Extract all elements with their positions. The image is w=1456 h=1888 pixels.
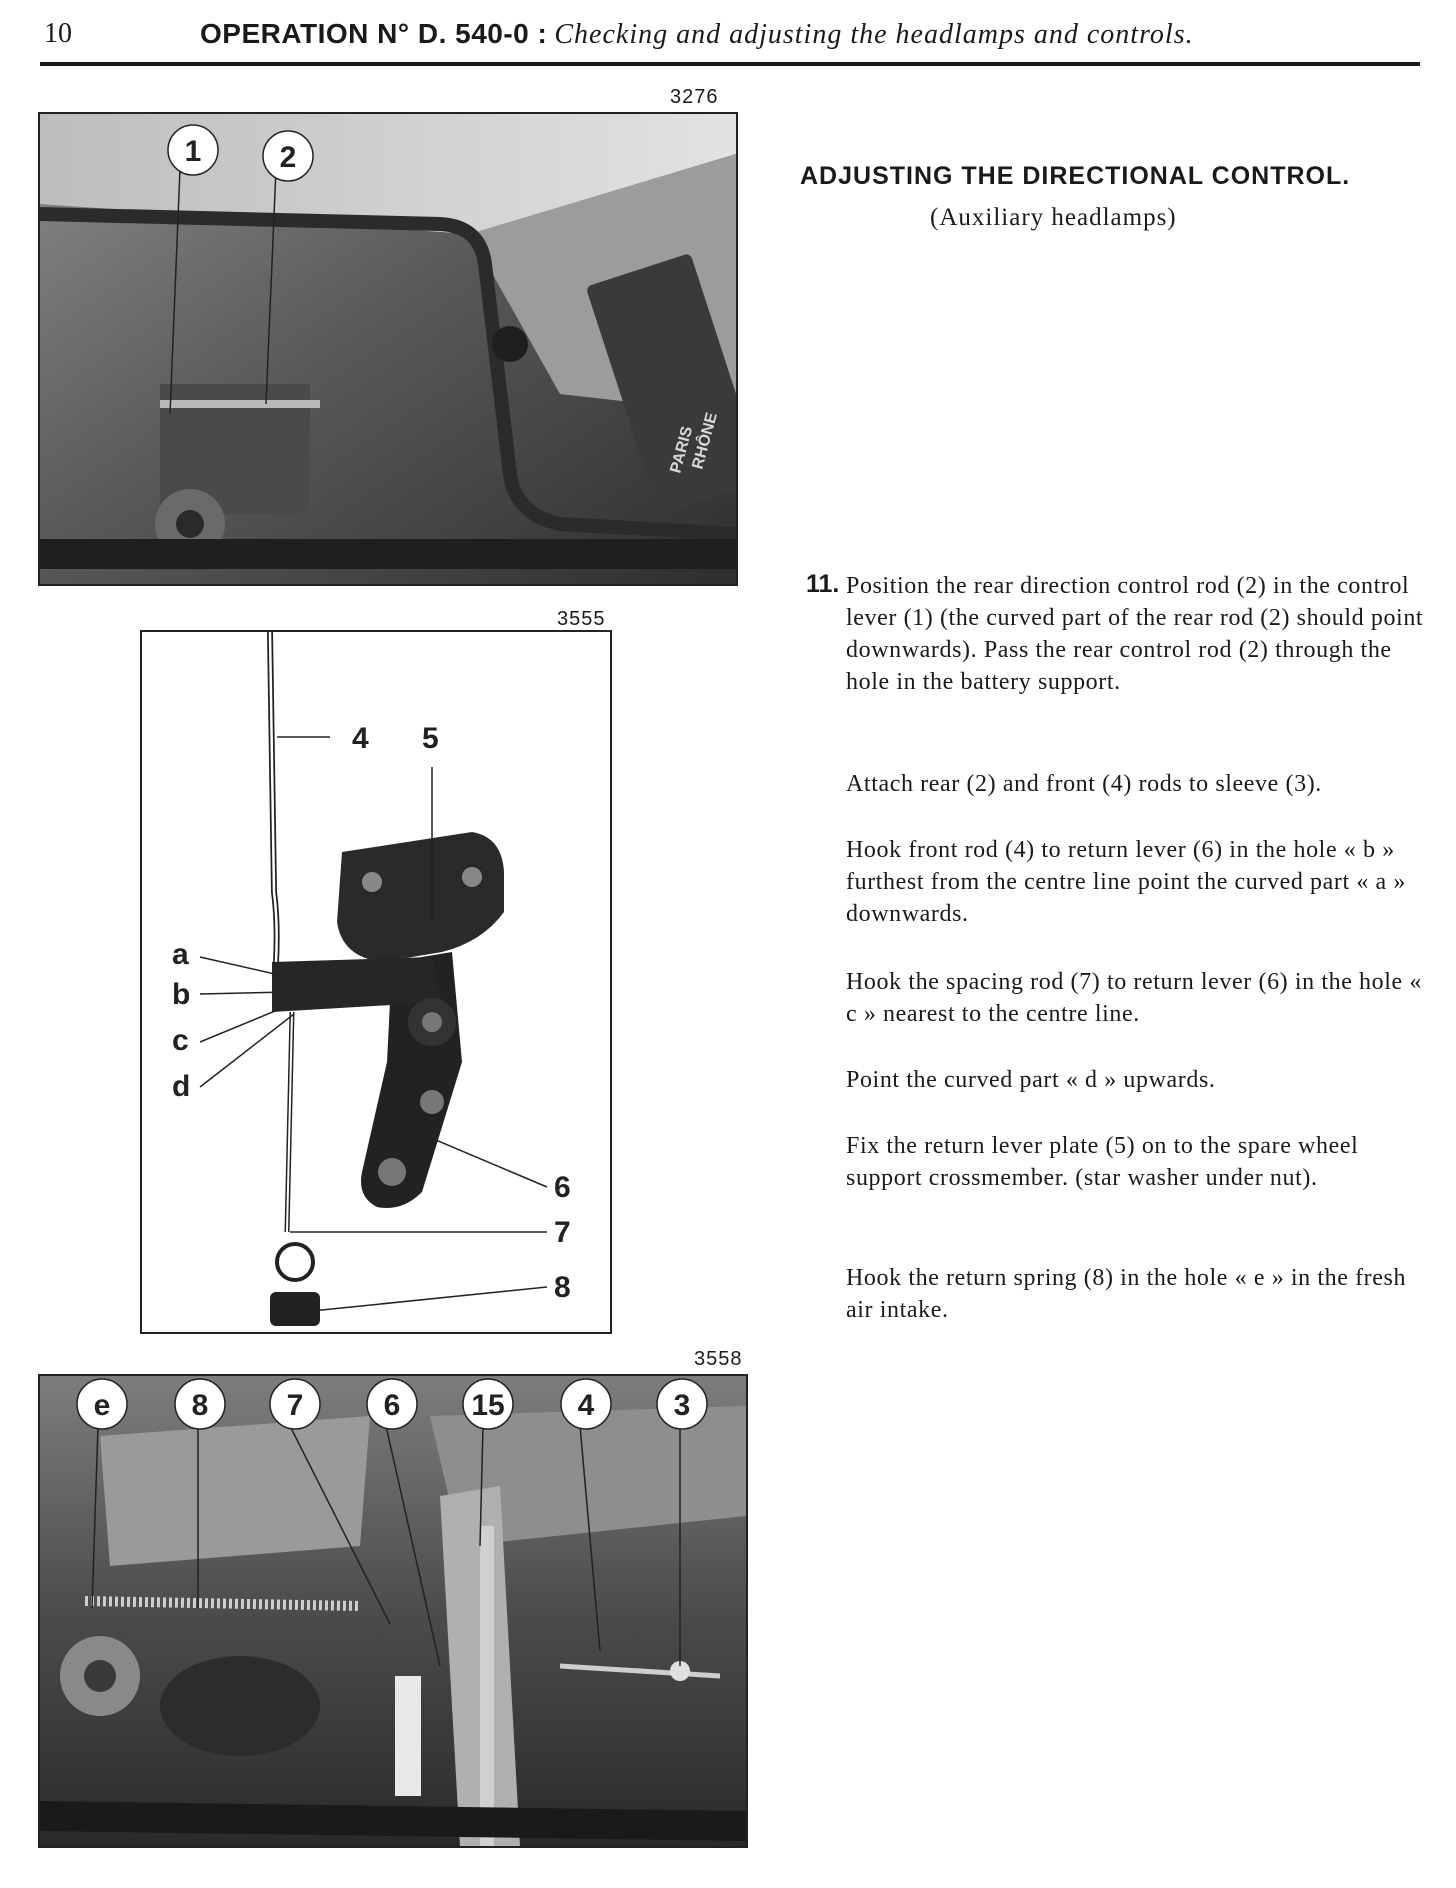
section-subheading: (Auxiliary headlamps) bbox=[930, 204, 1177, 231]
header-rule bbox=[40, 62, 1420, 66]
label-b: b bbox=[172, 978, 191, 1011]
instruction-paragraph: Fix the return lever plate (5) on to the spare wheel support crossmember. (star washer under nut). bbox=[846, 1133, 1359, 1191]
page-title bbox=[200, 18, 1194, 51]
label-5: 5 bbox=[422, 722, 439, 755]
section-heading: ADJUSTING THE DIRECTIONAL CONTROL. bbox=[800, 162, 1351, 190]
figure-number-3555: 3555 bbox=[557, 608, 606, 630]
photo-headlamp-control bbox=[38, 112, 738, 586]
page-number: 10 bbox=[44, 18, 72, 49]
label-4: 4 bbox=[352, 722, 369, 755]
label-6: 6 bbox=[554, 1171, 571, 1204]
label-c: c bbox=[172, 1024, 189, 1057]
photo-spring-linkage bbox=[38, 1374, 748, 1848]
callout-1-label: 1 bbox=[184, 135, 202, 168]
operation-number: OPERATION N° D. 540-0 : bbox=[200, 18, 548, 49]
instruction-paragraph: Position the rear direction control rod (2) in the control lever (1) (the curved part of the rear rod (2) should point downwards). Pass the rear control rod (2) through the hole in the battery support. bbox=[846, 573, 1424, 695]
instruction-paragraph: Attach rear (2) and front (4) rods to sleeve (3). bbox=[846, 771, 1322, 797]
callout-15-label: 15 bbox=[471, 1389, 505, 1422]
label-a: a bbox=[172, 938, 189, 971]
callout-7-label: 7 bbox=[286, 1389, 304, 1422]
figure-number-3558: 3558 bbox=[694, 1348, 743, 1370]
callout-e-label: e bbox=[93, 1389, 111, 1422]
label-8: 8 bbox=[554, 1271, 571, 1304]
label-7: 7 bbox=[554, 1216, 571, 1249]
figure-number-3276: 3276 bbox=[670, 86, 719, 108]
paris-label: PARIS bbox=[667, 424, 697, 476]
callout-3-label: 3 bbox=[673, 1389, 691, 1422]
operation-subtitle: Checking and adjusting the headlamps and controls. bbox=[554, 19, 1194, 50]
instruction-paragraph: Point the curved part « d » upwards. bbox=[846, 1067, 1216, 1093]
rhone-label: RHÔNE bbox=[689, 410, 721, 472]
label-d: d bbox=[172, 1070, 191, 1103]
instruction-paragraph: Hook the spacing rod (7) to return lever (6) in the hole « c » nearest to the centre line. bbox=[846, 969, 1422, 1027]
callout-6-label: 6 bbox=[383, 1389, 401, 1422]
instruction-paragraph: Hook front rod (4) to return lever (6) in the hole « b » furthest from the centre line point the curved part « a » downwards. bbox=[846, 837, 1407, 927]
instruction-paragraph: Hook the return spring (8) in the hole « e » in the fresh air intake. bbox=[846, 1265, 1407, 1323]
callout-4-label: 4 bbox=[577, 1389, 595, 1422]
callout-8-label: 8 bbox=[191, 1389, 209, 1422]
callout-2-label: 2 bbox=[279, 141, 297, 174]
diagram-return-lever bbox=[140, 630, 612, 1334]
step-number: 11. bbox=[806, 570, 840, 598]
